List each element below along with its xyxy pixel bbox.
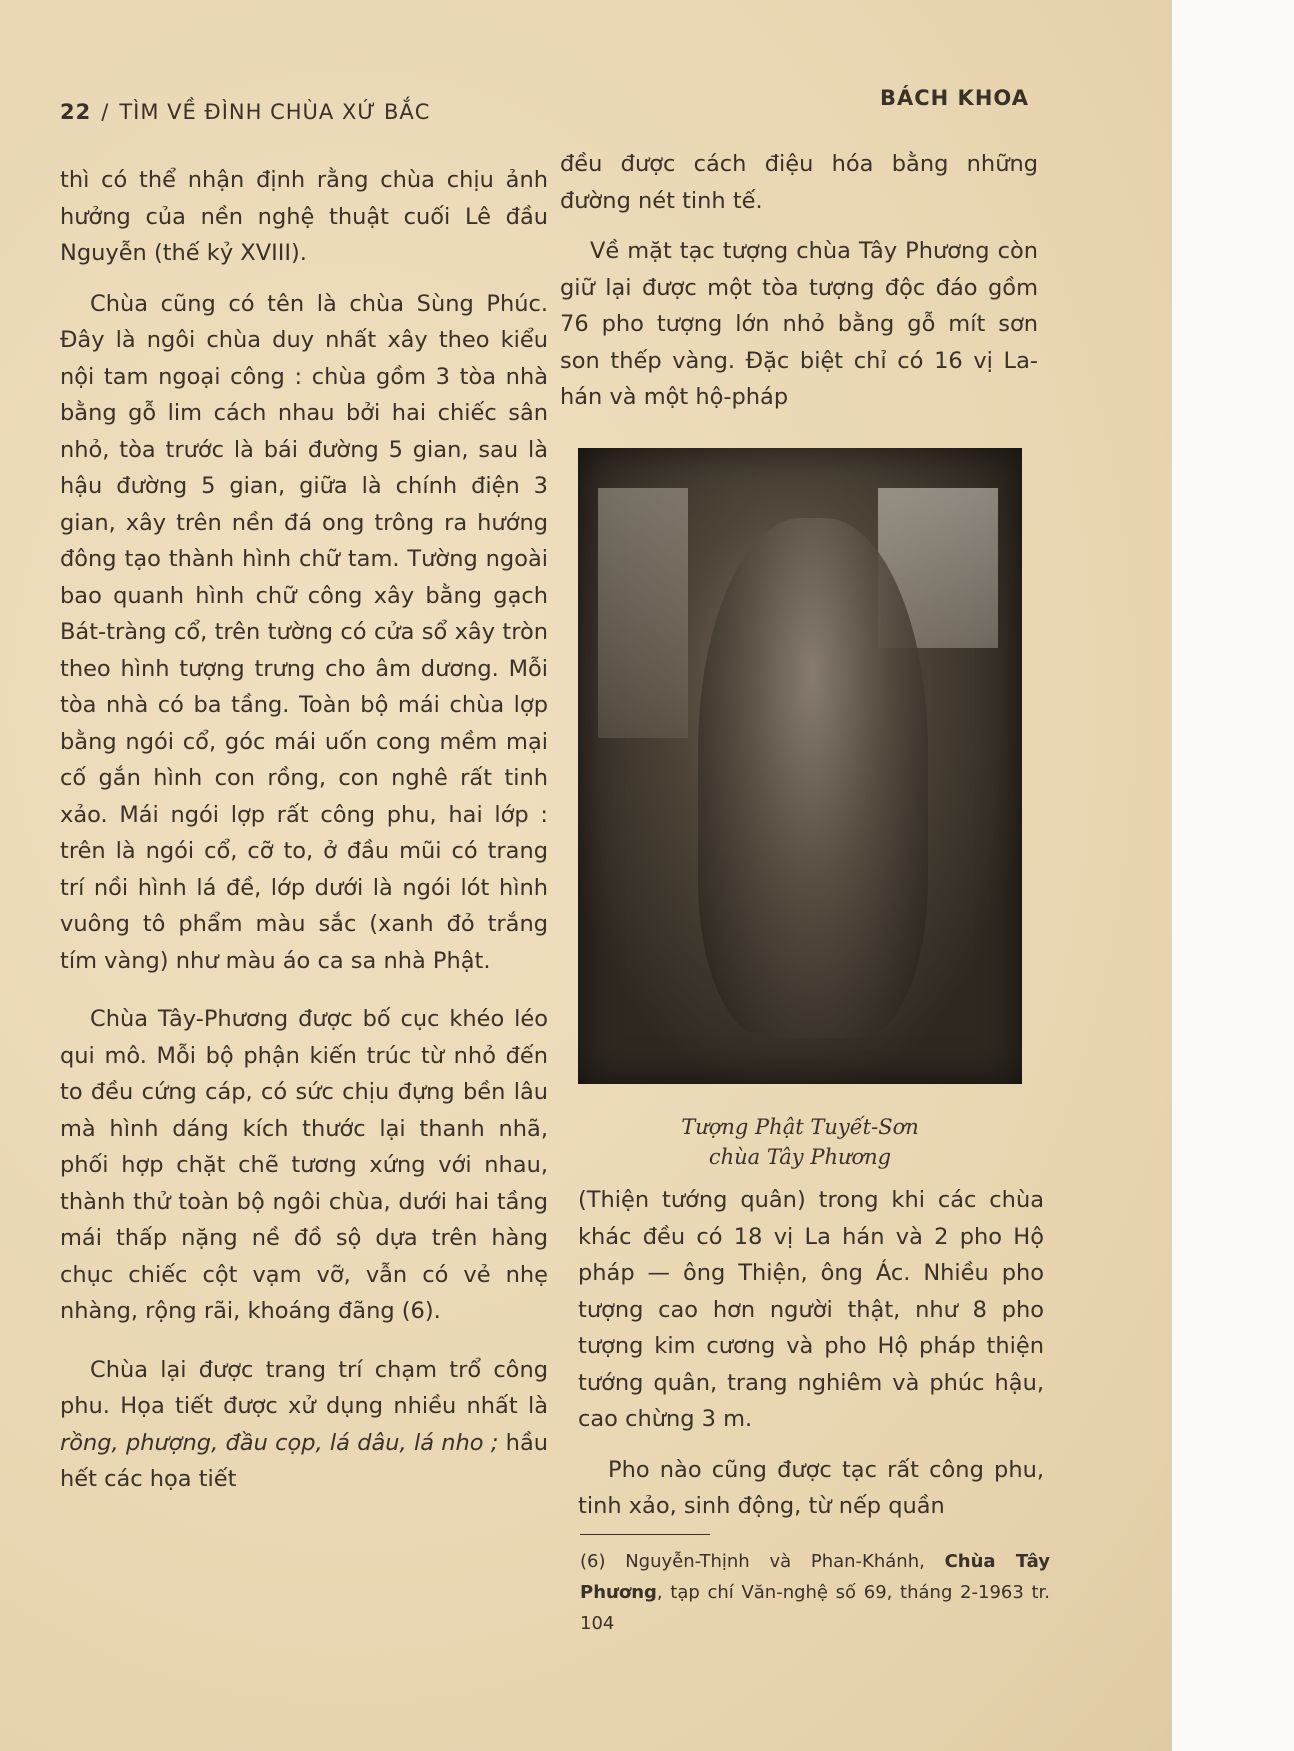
emphasis-text: rồng, phượng, đầu cọp, lá dâu, lá nho ; (60, 1429, 499, 1456)
paragraph: thì có thể nhận định rằng chùa chịu ảnh hưởng của nền nghệ thuật cuối Lê đầu Nguyễn (thế kỷ XVIII). (60, 167, 548, 266)
article-title: TÌM VỀ ĐÌNH CHÙA XỨ BẮC (119, 100, 431, 124)
footnote (580, 1546, 1050, 1639)
header-separator: / (101, 100, 110, 124)
left-column (60, 162, 548, 1498)
caption-line: Tượng Phật Tuyết-Sơn (681, 1115, 919, 1139)
buddha-statue-photo (578, 448, 1022, 1084)
footnote-rule (580, 1534, 710, 1535)
running-header (60, 100, 430, 124)
paragraph-text: Chùa lại được trang trí chạm trổ công phu. Họa tiết được xử dụng nhiều nhất là (60, 1356, 548, 1419)
paragraph: Chùa Tây-Phương được bố cục khéo léo qui mô. Mỗi bộ phận kiến trúc từ nhỏ đến to đều cứng cáp, có sức chịu đựng bền lâu mà hình dáng kích thước lại thanh nhã, phối hợp chặt chẽ tương xứng với nhau, thành thử toàn bộ ngôi chùa, dưới hai tầng mái thấp nặng nề đồ sộ dựa trên hàng chục chiếc cột vạm vỡ, vẫn có vẻ nhẹ nhàng, rộng rãi, khoáng đãng (6). (60, 1006, 548, 1324)
paragraph: Về mặt tạc tượng chùa Tây Phương còn giữ lại được một tòa tượng độc đáo gồm 76 pho tượng lớn nhỏ bằng gỗ mít sơn son thếp vàng. Đặc biệt chỉ có 16 vị La-hán và một hộ-pháp (560, 238, 1038, 410)
paragraph: Chùa cũng có tên là chùa Sùng Phúc. Đây là ngôi chùa duy nhất xây theo kiểu nội tam ngoại công : chùa gồm 3 tòa nhà bằng gỗ lim cách nhau bởi hai chiếc sân nhỏ, tòa trước là bái đường 5 gian, sau là hậu đường 5 gian, giữa là chính điện 3 gian, xây trên nền đá ong trông ra hướng đông tạo thành hình chữ tam. Tường ngoài bao quanh hình chữ công xây bằng gạch Bát-tràng cổ, trên tường có cửa sổ xây tròn theo hình tượng trưng cho âm dương. Mỗi tòa nhà có ba tầng. Toàn bộ mái chùa lợp bằng ngói cổ, góc mái uốn cong mềm mại cố gắn hình con rồng, con nghê rất tinh xảo. Mái ngói lợp rất công phu, hai lớp : trên là ngói cổ, cỡ to, ở đầu mũi có trang trí nồi hình lá đề, lớp dưới là ngói lót hình vuông tô phẩm màu sắc (xanh đỏ trắng tím vàng) như màu áo ca sa nhà Phật. (60, 290, 548, 974)
page-number: 22 (60, 100, 92, 124)
footnote-title: Chùa Tây Phương (580, 1551, 1050, 1603)
footnote-prefix: (6) Nguyễn-Thịnh và Phan-Khánh, (580, 1551, 925, 1572)
statue-figure (698, 518, 928, 1038)
photo-caption (578, 1112, 1022, 1172)
paragraph: Pho nào cũng được tạc rất công phu, tinh xảo, sinh động, từ nếp quần (578, 1456, 1044, 1519)
photo-background-highlight (598, 488, 688, 738)
caption-line: chùa Tây Phương (708, 1145, 892, 1169)
right-column-bottom (578, 1182, 1044, 1525)
footnote-suffix: , tạp chí Văn-nghệ số 69, tháng 2-1963 tr. 104 (580, 1582, 1050, 1634)
magazine-name: BÁCH KHOA (880, 86, 1029, 110)
paragraph: (Thiện tướng quân) trong khi các chùa khác đều có 18 vị La hán và 2 pho Hộ pháp — ông Thiện, ông Ác. Nhiều pho tượng cao hơn người thật, như 8 pho tượng kim cương và pho Hộ pháp thiện tướng quân, trang nghiêm và phúc hậu, cao chừng 3 m. (578, 1187, 1044, 1432)
paragraph: đều được cách điệu hóa bằng những đường nét tinh tế. (560, 151, 1038, 214)
scan-margin (1172, 0, 1294, 1751)
paragraph (60, 1352, 548, 1498)
right-column-top (560, 146, 1038, 416)
paragraph-text: hầu hết các họa tiết (60, 1429, 548, 1492)
